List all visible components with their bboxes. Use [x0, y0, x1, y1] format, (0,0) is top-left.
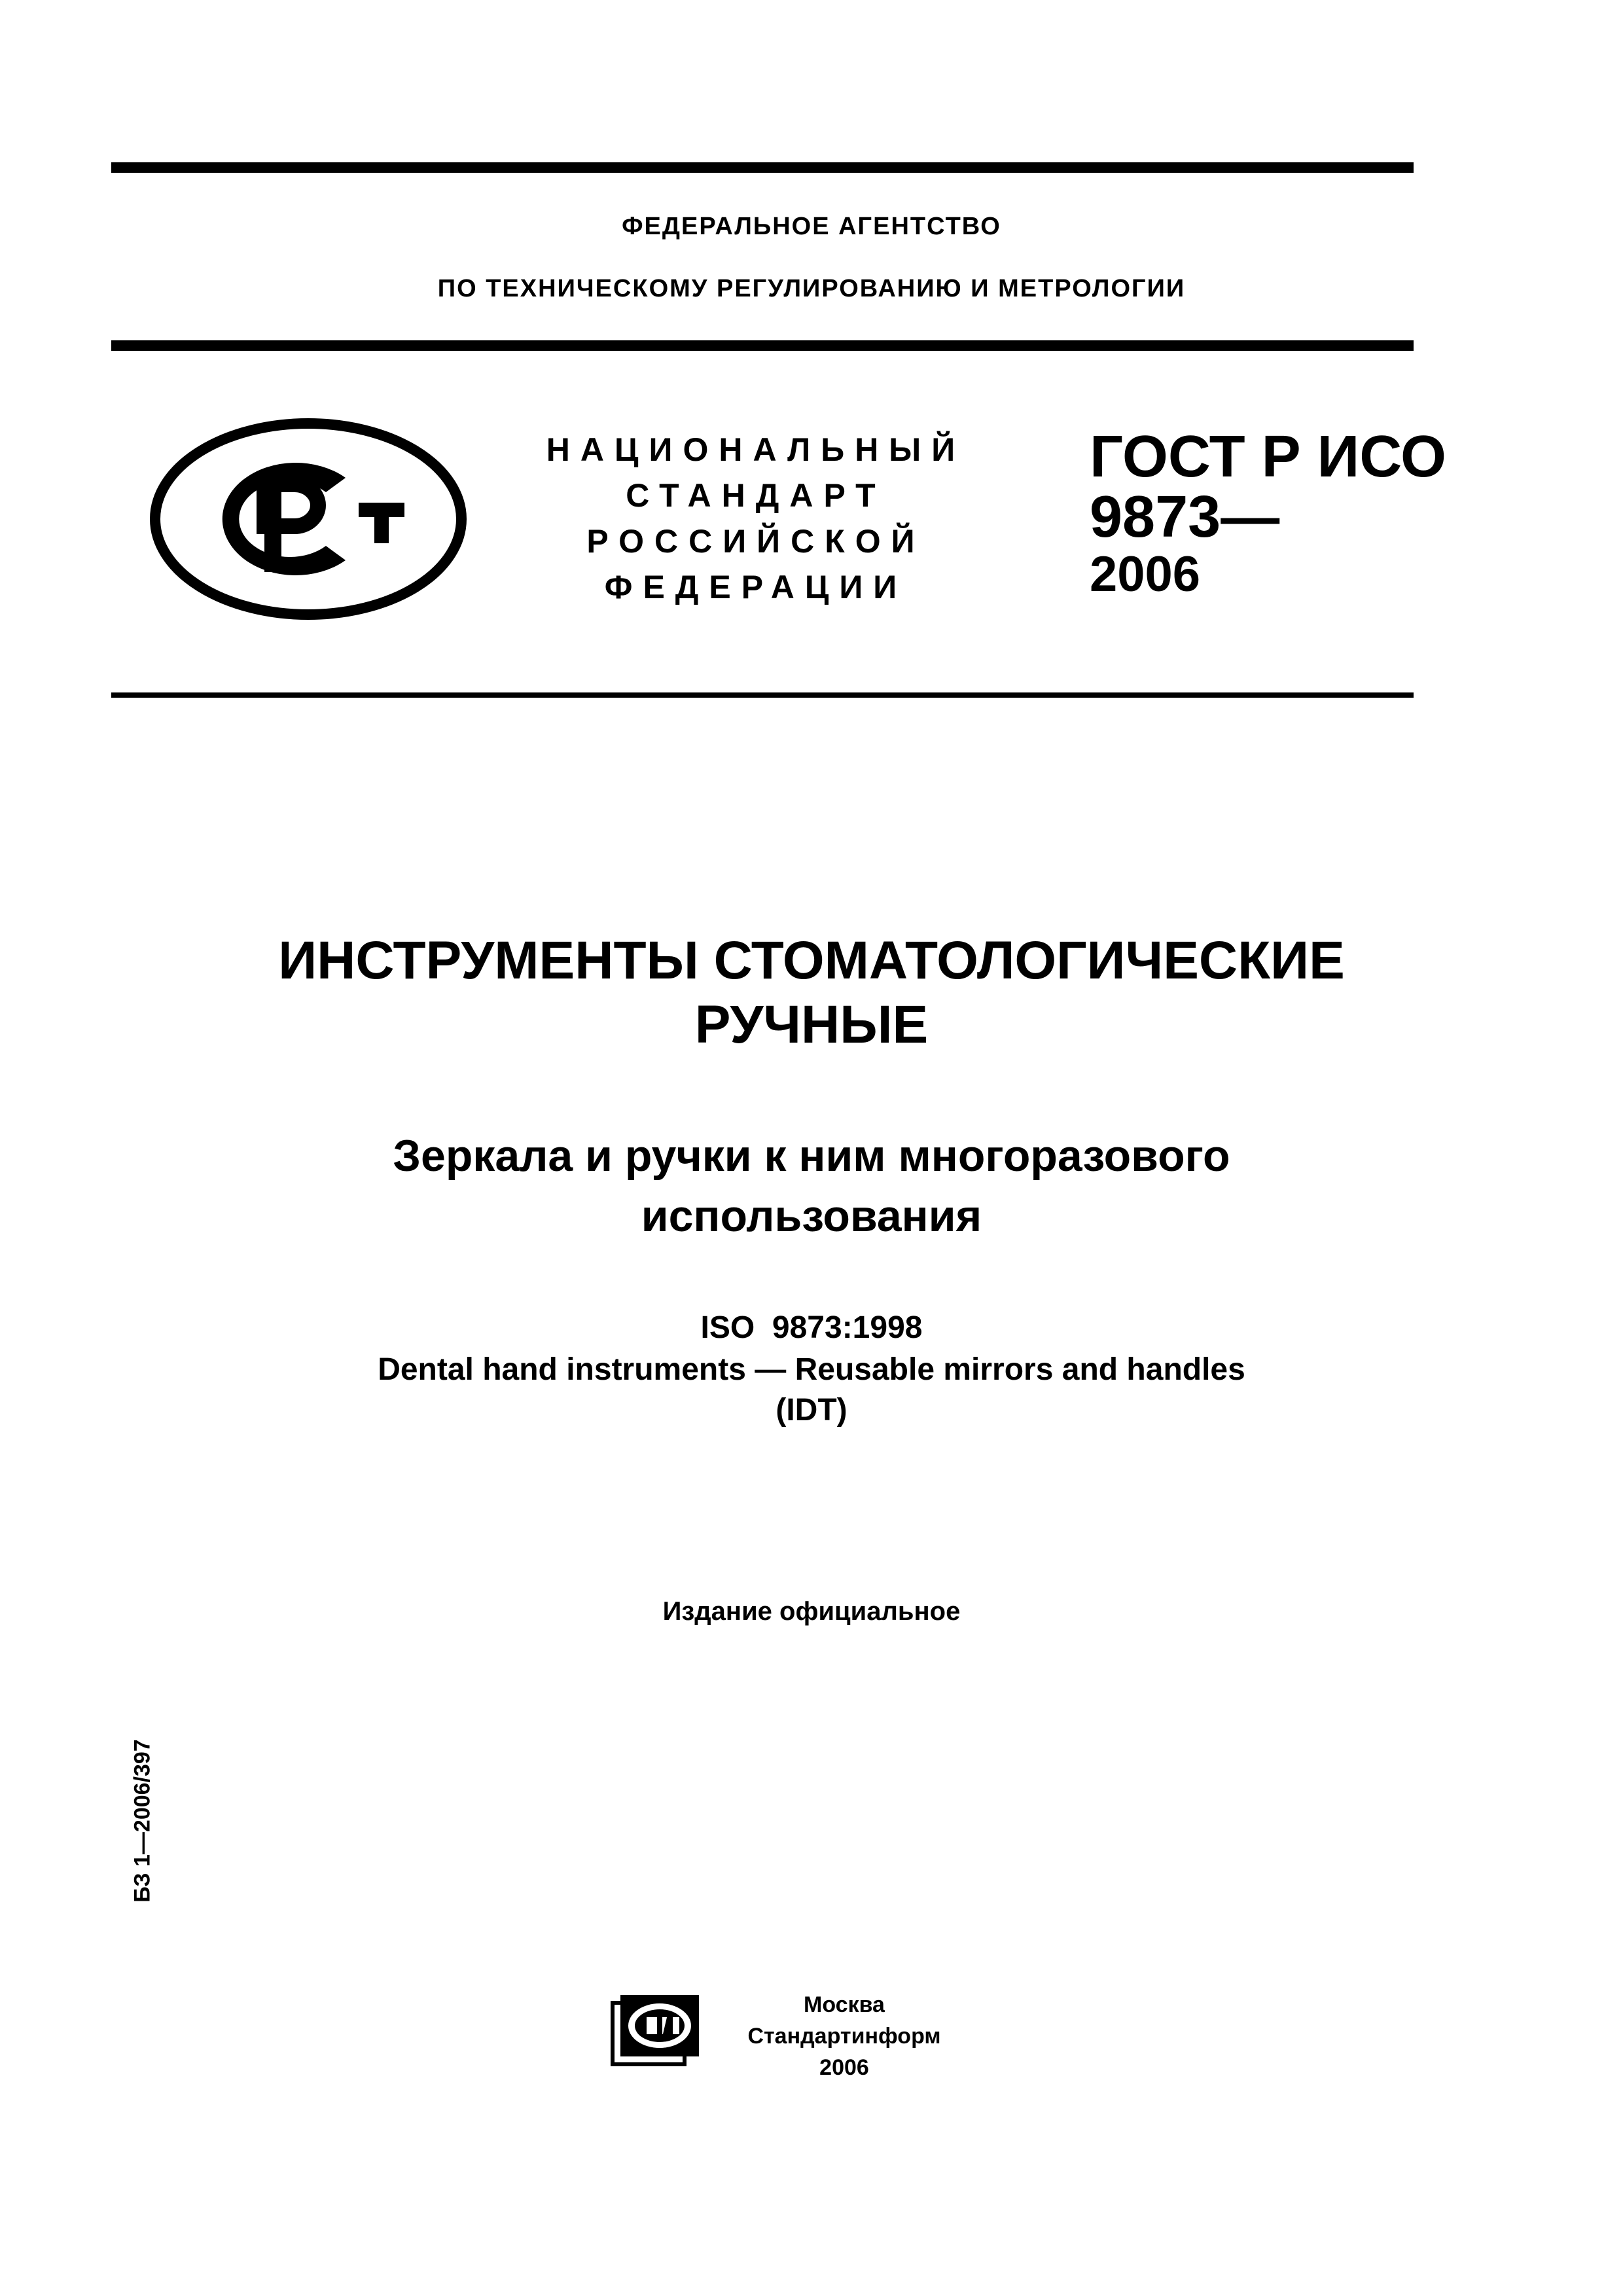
national-standard-line-2: СТАНДАРТ: [626, 477, 886, 514]
national-standard-line-4: ФЕДЕРАЦИИ: [604, 569, 908, 605]
rst-certification-logo: [149, 418, 467, 620]
publisher-city: Москва: [804, 1992, 885, 2017]
agency-name-line-1: ФЕДЕРАЛЬНОЕ АГЕНТСТВО: [622, 213, 1001, 240]
national-standard-line-3: РОССИЙСКОЙ: [586, 523, 925, 560]
standartinform-logo: [607, 1991, 707, 2070]
iso-english-title: Dental hand instruments — Reusable mirrors and handles: [378, 1352, 1245, 1387]
publisher-year: 2006: [819, 2055, 869, 2080]
document-title-line-2: РУЧНЫЕ: [694, 995, 929, 1054]
registration-code: БЗ 1—2006/397: [130, 1739, 155, 1903]
header-divider-rule: [111, 340, 1414, 351]
iso-number: ISO 9873:1998: [700, 1310, 923, 1345]
national-standard-line-1: НАЦИОНАЛЬНЫЙ: [546, 431, 966, 468]
standard-designation-line-1: ГОСТ Р ИСО: [1090, 424, 1447, 490]
standard-designation-year: 2006: [1090, 547, 1201, 602]
iso-equivalence-degree: (IDT): [776, 1393, 847, 1427]
standard-designation-line-2: 9873—: [1090, 484, 1280, 550]
document-subtitle-line-1: Зеркала и ручки к ним многоразового: [393, 1131, 1230, 1181]
top-rule: [111, 162, 1414, 173]
designation-divider-rule: [111, 692, 1414, 698]
publisher-name: Стандартинформ: [747, 2024, 941, 2049]
agency-name-line-2: ПО ТЕХНИЧЕСКОМУ РЕГУЛИРОВАНИЮ И МЕТРОЛОГИИ: [437, 275, 1186, 302]
edition-label: Издание официальное: [662, 1597, 961, 1626]
document-subtitle-line-2: использования: [641, 1191, 982, 1241]
document-title-line-1: ИНСТРУМЕНТЫ СТОМАТОЛОГИЧЕСКИЕ: [278, 931, 1345, 990]
